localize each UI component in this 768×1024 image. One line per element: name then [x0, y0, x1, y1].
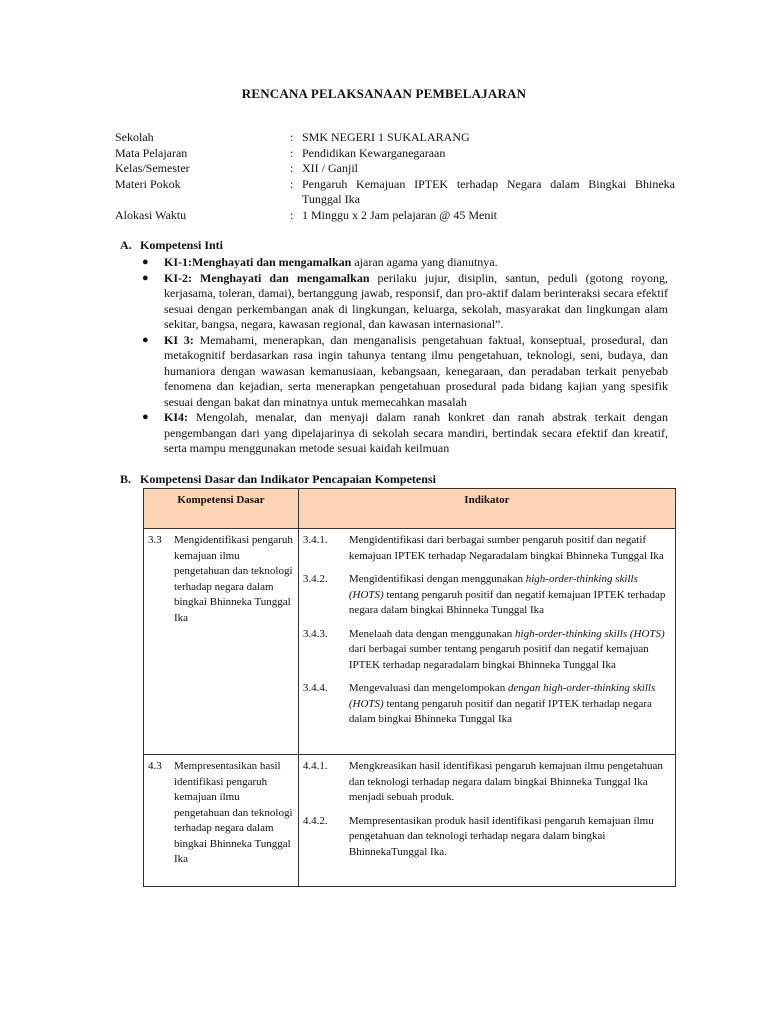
indicator-number: 3.4.4. [302, 682, 328, 694]
indicator-item [299, 627, 675, 674]
kd-number: 3.3 [148, 534, 162, 546]
indicator-text-part: Mempresentasikan produk hasil identifikasi pengaruh kemajuan ilmu pengetahuan dan teknologi terhadap negara dalam bingkai BhinnekaTunggal Ika. [348, 814, 654, 858]
kd-cell [144, 755, 299, 887]
info-value: 1 Minggu x 2 Jam pelajaran @ 45 Menit [302, 207, 498, 222]
indicator-text [349, 681, 671, 728]
ki-label: KI 3: [164, 332, 194, 347]
indicator-text-part: Mengevaluasi dan mengelompokan [348, 682, 509, 694]
indicator-number: 4.4.1. [302, 760, 328, 772]
indicator-text-part: tentang pengaruh positif dan negatif IPTEK terhadap negara dalam bingkai Bhinneka Tunggal Ika [348, 697, 652, 725]
table-row [144, 529, 676, 755]
indicator-text [349, 572, 671, 619]
list-item-text [164, 333, 668, 411]
info-label: Alokasi Waktu [115, 207, 187, 222]
indicator-item [299, 533, 675, 564]
info-row-materi-pokok [115, 177, 675, 208]
table-header-row [144, 489, 676, 529]
ki-label: KI-2: Menghayati dan mengamalkan [164, 270, 370, 285]
indicator-text [349, 533, 671, 564]
bullet-icon: ● [142, 333, 149, 346]
info-row-kelas-semester [115, 161, 675, 177]
indicator-number: 3.4.2. [302, 573, 328, 585]
info-label: Sekolah [115, 130, 154, 144]
ki-description: Mengolah, menalar, dan menyaji dalam ranah konkret dan ranah abstrak terkait dengan pengembangan dari yang dipelajarinya di sekolah secara mandiri, bertindak secara efektif dan kreatif, serta mampu menggunakan metode sesuai kaidah keilmuan [164, 410, 668, 455]
indicator-text-italic: dengan high-order-thinking skills (HOTS) [348, 682, 656, 710]
section-letter: B. [120, 472, 132, 486]
indicator-text-part: dari berbagai sumber tentang pengaruh positif dan negatif kemajuan IPTEK terhadap negaradalam bingkai Bhinneka Tunggal Ika [348, 643, 649, 671]
indicator-text-part: Mengidentifikasi dengan menggunakan [348, 573, 526, 585]
indicator-number: 3.4.1. [302, 534, 328, 546]
bullet-icon: ● [142, 411, 149, 423]
indicator-number: 3.4.3. [302, 627, 328, 640]
indicator-text-part: Menelaah data dengan menggunakan [348, 627, 516, 640]
bullet-icon: ● [142, 256, 149, 268]
indicator-text-part: Mengkreasikan hasil identifikasi pengaruh kemajuan ilmu pengetahuan dan teknologi terhadap negara dalam bingkai Bhinneka Tunggal Ika menjadi sebuah produk. [348, 760, 663, 803]
info-value: XII / Ganjil [302, 161, 358, 175]
info-separator: : [290, 161, 294, 175]
indicator-text-part: tentang pengaruh positif dan negatif kemajuan IPTEK terhadap negara dalam bingkai Bhinneka Tunggal Ika [348, 588, 666, 616]
info-separator: : [290, 176, 294, 191]
list-item [140, 333, 668, 411]
indicator-item [299, 572, 675, 619]
indicator-text-part: Mengidentifikasi dari berbagai sumber pengaruh positif dan negatif kemajuan IPTEK terhadap Negaradalam bingkai Bhinneka Tunggal Ika [348, 534, 664, 562]
column-header: Kompetensi Dasar [144, 489, 299, 529]
info-row-sekolah [115, 130, 675, 146]
info-row-mata-pelajaran [115, 146, 675, 162]
indicator-item [299, 759, 675, 806]
kompetensi-inti-list [140, 255, 668, 457]
kd-indicator-table [143, 488, 676, 887]
bullet-icon: ● [142, 271, 149, 284]
info-value: Pendidikan Kewarganegaraan [302, 145, 446, 160]
list-item [140, 410, 668, 457]
indicator-item [299, 814, 675, 861]
section-letter: A. [120, 238, 132, 252]
kd-cell [144, 529, 299, 755]
info-separator: : [290, 207, 294, 222]
indicator-cell [298, 529, 675, 755]
info-value: Pengaruh Kemajuan IPTEK terhadap Negara dalam Bingkai Bhineka Tunggal Ika [302, 176, 675, 206]
ki-label: KI4: [164, 410, 188, 424]
section-a-heading [120, 238, 223, 253]
section-title: Kompetensi Inti [140, 238, 224, 252]
info-label: Materi Pokok [115, 176, 181, 191]
indicator-list [299, 529, 675, 728]
column-header: Indikator [298, 489, 675, 529]
indicator-text-italic: high-order-thinking skills (HOTS) [515, 627, 665, 640]
ki-description: perilaku jujur, disiplin, santun, peduli (gotong royong, kerjasama, toleran, damai), bertanggung jawab, responsif, dan pro-aktif dalam berinteraksi secara efektif sesuai dengan perkembangan anak di lingkungan, keluarga, sekolah, masyarakat dan lingkungan alam sekitar, bangsa, negara, kawasan regional, dan kawasan internasional”. [164, 270, 668, 331]
kd-number: 4.3 [148, 760, 162, 772]
ki-description: ajaran agama yang dianutnya. [351, 255, 498, 269]
indicator-list [299, 755, 675, 860]
indicator-text [349, 627, 671, 674]
kd-text: Mengidentifikasi pengaruh kemajuan ilmu pengetahuan dan teknologi terhadap negara dalam bingkai Bhinneka Tunggal Ika [174, 534, 293, 624]
indicator-text [349, 814, 671, 861]
indicator-text [349, 759, 671, 806]
indicator-cell [298, 755, 675, 887]
list-item [140, 271, 668, 333]
ki-description: Memahami, menerapkan, dan menganalisis pengetahuan faktual, konseptual, prosedural, dan metakognitif berdasarkan rasa ingin tahunya tentang ilmu pengetahuan, teknologi, seni, budaya, dan humaniora dengan wawasan kemanusiaan, kebangsaan, kenegaraan, dan peradaban terkait penyebab fenomena dan kejadian, serta menerapkan pengetahuan prosedural pada bidang kajian yang spesifik sesuai dengan bakat dan minatnya untuk memecahkan masalah [164, 332, 668, 409]
table-row [144, 755, 676, 887]
indicator-number: 4.4.2. [302, 814, 328, 827]
indicator-text-italic: high-order-thinking skills (HOTS) [348, 573, 638, 601]
section-b-heading [120, 472, 436, 487]
section-title: Kompetensi Dasar dan Indikator Pencapaian Kompetensi [140, 472, 436, 486]
info-label: Kelas/Semester [115, 161, 190, 175]
info-row-alokasi-waktu [115, 208, 675, 224]
identity-block [115, 130, 675, 223]
ki-label: KI-1:Menghayati dan mengamalkan [164, 255, 352, 269]
info-label: Mata Pelajaran [115, 145, 188, 160]
indicator-item [299, 681, 675, 728]
list-item-text [164, 410, 668, 457]
kd-text: Mempresentasikan hasil identifikasi pengaruh kemajuan ilmu pengetahuan dan teknologi terhadap negara dalam bingkai Bhinneka Tunggal Ika [174, 760, 293, 865]
list-item [140, 255, 668, 271]
info-value: SMK NEGERI 1 SUKALARANG [302, 130, 470, 144]
list-item-text [164, 271, 668, 333]
info-separator: : [290, 145, 294, 160]
page-title: RENCANA PELAKSANAAN PEMBELAJARAN [241, 86, 527, 101]
info-separator: : [290, 130, 294, 144]
list-item-text [164, 255, 668, 271]
